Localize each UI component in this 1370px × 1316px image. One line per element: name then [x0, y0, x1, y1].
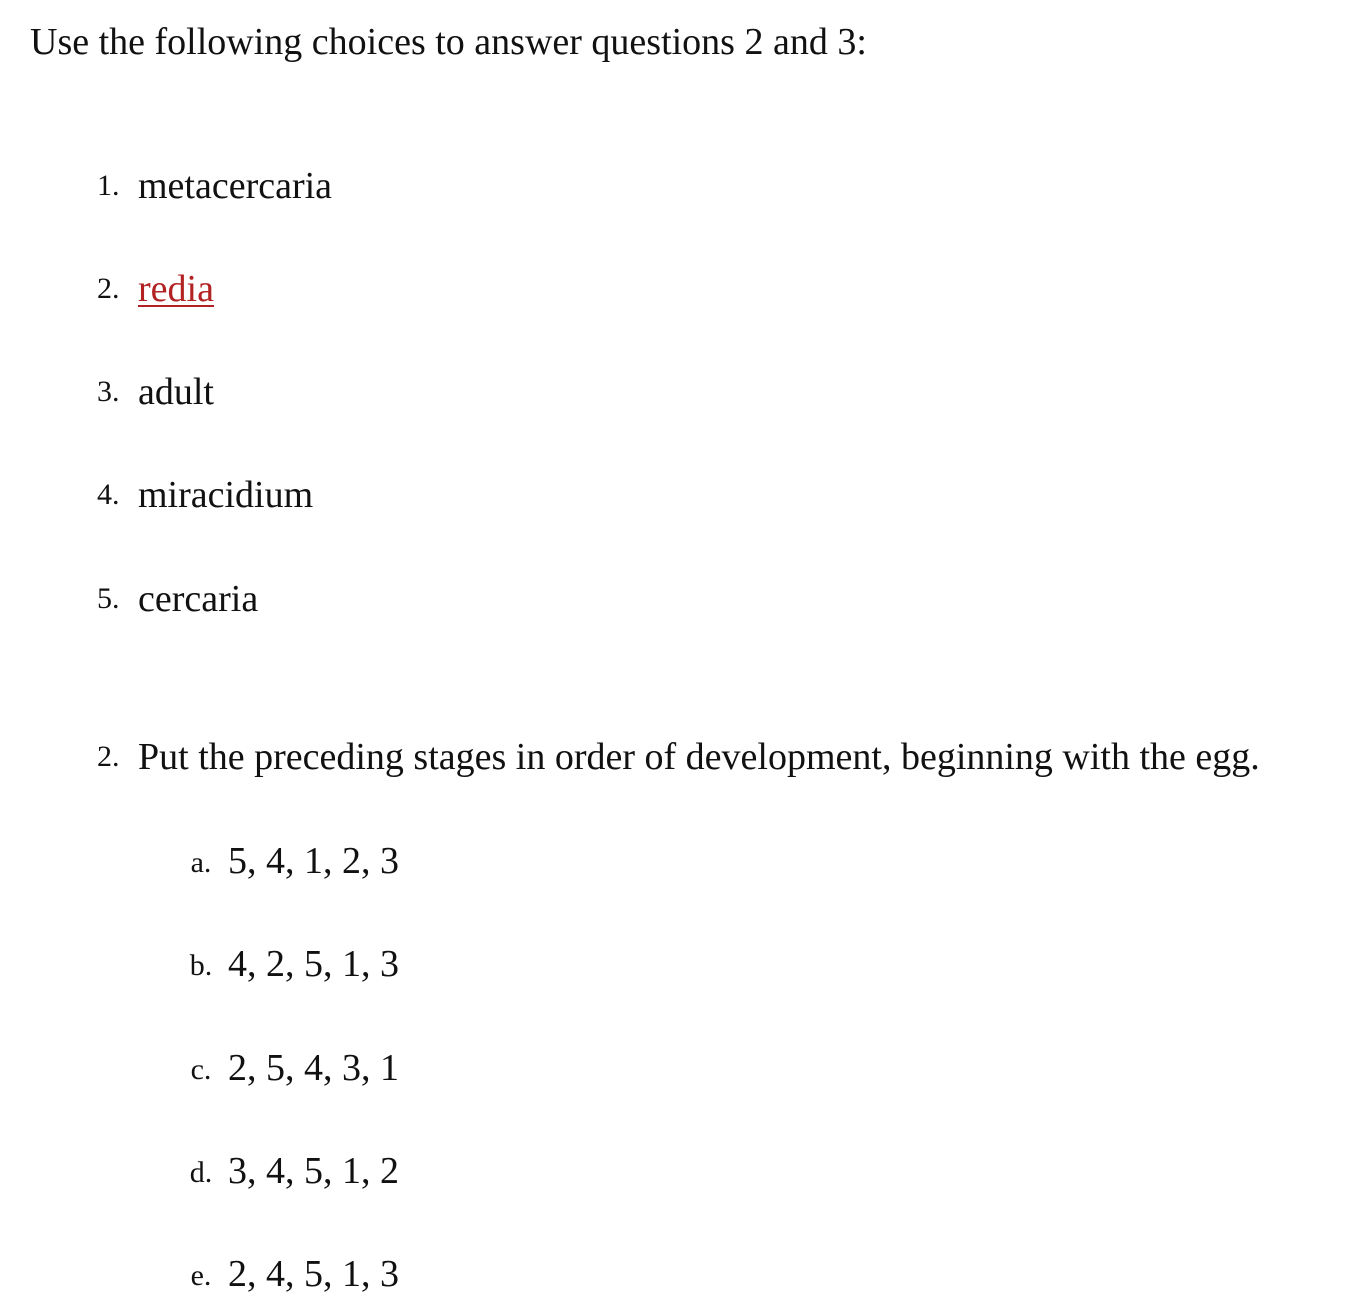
intro-instruction: Use the following choices to answer questions 2 and 3:: [30, 21, 867, 63]
question-number: 2.: [97, 740, 120, 773]
choice-label: adult: [138, 371, 214, 413]
option-value: 5, 4, 1, 2, 3: [228, 840, 399, 882]
option-value: 4, 2, 5, 1, 3: [228, 943, 399, 985]
option-letter: b.: [189, 949, 213, 982]
choice-label: cercaria: [138, 578, 259, 620]
option-letter: c.: [190, 1053, 212, 1086]
choice-number: 5.: [97, 582, 120, 615]
choice-link-redia[interactable]: redia: [138, 268, 214, 310]
choice-number: 1.: [97, 169, 120, 202]
option-value: 2, 5, 4, 3, 1: [228, 1047, 399, 1089]
choice-number: 4.: [97, 478, 120, 511]
choice-label: miracidium: [138, 474, 314, 516]
option-value: 2, 4, 5, 1, 3: [228, 1253, 399, 1295]
option-value: 3, 4, 5, 1, 2: [228, 1150, 399, 1192]
choice-number: 2.: [97, 272, 120, 305]
choice-label: metacercaria: [138, 165, 333, 207]
choice-number: 3.: [97, 375, 120, 408]
option-letter: d.: [189, 1156, 213, 1189]
question-text: Put the preceding stages in order of development, beginning with the egg.: [138, 736, 1260, 778]
option-letter: e.: [190, 1259, 212, 1292]
option-letter: a.: [190, 846, 212, 879]
